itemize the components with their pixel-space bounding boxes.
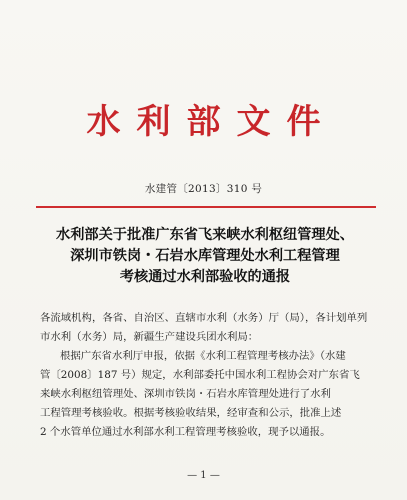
addressee-line: 各流域机构，各省、自治区、直辖市水利（水务）厅（局），各计划单列 (40, 312, 368, 324)
title-line: 深圳市铁岗・石岩水库管理处水利工程管理 (70, 248, 340, 264)
title-line: 考核通过水利部验收的通报 (119, 269, 291, 285)
document-masthead: 水利部文件 (86, 102, 337, 142)
addressee-line: 市水利（水务）局，新疆生产建设兵团水利局： (40, 331, 259, 343)
title-line: 水利部关于批准广东省飞来峡水利枢纽管理处、 (56, 227, 354, 243)
red-divider-line (36, 206, 376, 208)
page-number: — 1 — (187, 470, 220, 481)
body-line: 根据广东省水利厅申报，依据《水利工程管理考核办法》（水建 (60, 350, 346, 362)
body-line: 管〔2008〕187 号）规定，水利部委托中国水利工程协会对广东省飞 (40, 369, 360, 381)
body-line: 2 个水管单位通过水利部水利工程管理考核验收，现予以通报。 (40, 426, 331, 438)
document-title (30, 225, 380, 288)
body-line: 工程管理考核验收。根据考核验收结果，经审查和公示，批准上述 (40, 407, 342, 419)
body-line: 来峡水利枢纽管理处、深圳市铁岗・石岩水库管理处进行了水利 (40, 388, 331, 400)
body-paragraph (40, 347, 380, 442)
addressee-block (40, 309, 380, 347)
document-number: 水建管〔2013〕310 号 (144, 183, 263, 195)
